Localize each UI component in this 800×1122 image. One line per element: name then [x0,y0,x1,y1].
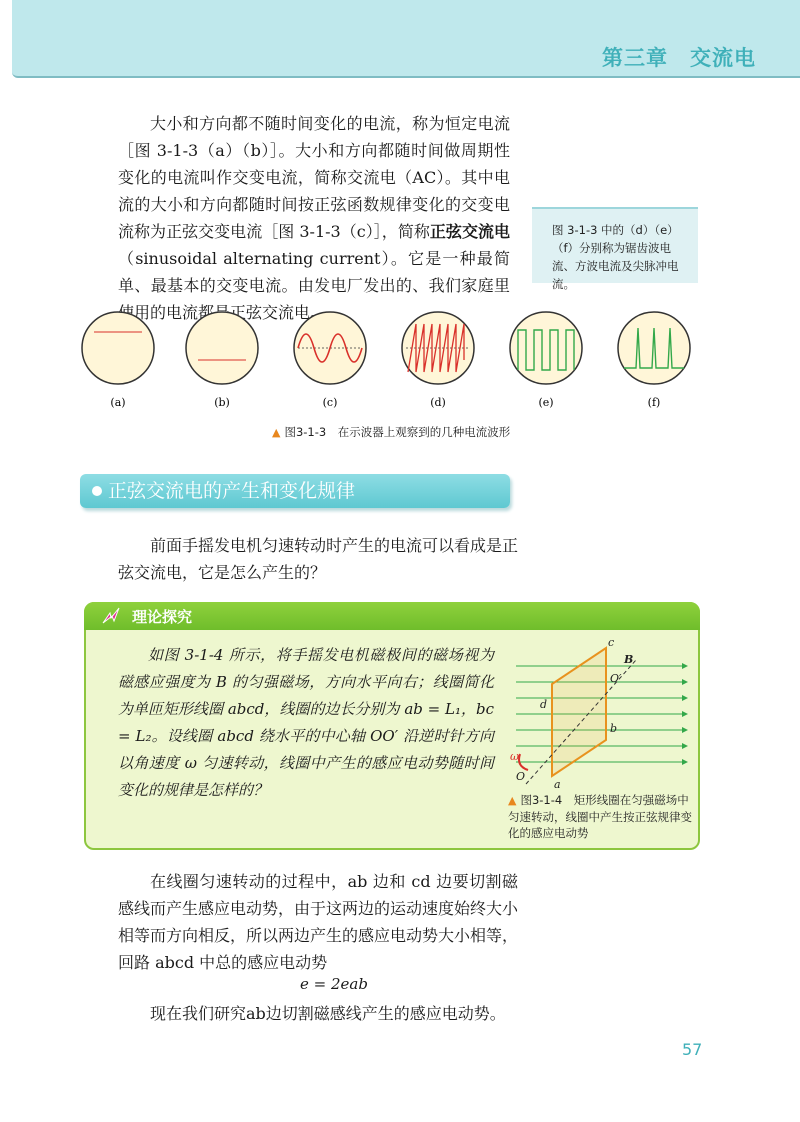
emf-equation: e = 2eab [300,975,368,993]
oscilloscope-waveforms-figure [80,310,700,410]
figure-314-caption [508,792,694,841]
chapter-title: 第三章 交流电 [602,46,756,70]
rotating-coil-figure [506,636,692,792]
bold-term: 正弦交流电 [429,222,510,241]
figure-313-caption-text: 图3-1-3 在示波器上观察到的几种电流波形 [284,425,511,439]
page-number: 57 [682,1040,703,1059]
scope-a [82,312,154,384]
scope-b [186,312,258,384]
theory-explore-text [118,642,494,804]
coil-rectangle [552,648,606,776]
intro-paragraph [118,110,510,326]
label-e: (e) [538,396,554,409]
label-B-field: B [624,653,634,666]
label-b: (b) [214,396,230,409]
label-c-vertex: c [608,636,615,649]
ab-edge-text: 现在我们研究ab边切割磁感线产生的感应电动势。 [150,1004,506,1023]
label-O-axis: O [516,770,526,783]
bullet-dot-icon [92,486,102,496]
section-title: 正弦交流电的产生和变化规律 [108,480,356,502]
theory-explore-title: 理论探究 [132,608,193,626]
question-paragraph [118,532,518,586]
label-f: (f) [647,396,661,409]
label-a-vertex: a [554,778,561,791]
side-note: 图 3-1-3 中的（d）（e）（f）分别称为锯齿波电流、方波电流及尖脉冲电流。 [532,207,698,283]
label-c: (c) [322,396,338,409]
label-O-prime: O′ [610,672,622,685]
intro-text: 大小和方向都不随时间变化的电流，称为恒定电流［图 3-1-3（a）（b）］。大小和方向都随时间做周期性变化的电流叫作交变电流，简称交流电（AC）。其中电流的大小和方向都随时间按正弦函数规律变化的交变电流称为正弦交变电流［图 3-1-3（c）］，简称 [118,114,510,241]
caption-triangle-icon: ▲ [508,794,517,807]
label-d: (d) [430,396,446,409]
cutting-lines-text: 在线圈匀速转动的过程中，ab 边和 cd 边要切割磁感线而产生感应电动势，由于这两边的运动速度始终大小相等而方向相反，所以两边产生的感应电动势大小相等，回路 abcd 中总的感应电动势 [118,872,519,972]
scope-f [618,312,690,384]
caption-triangle-icon: ▲ [272,426,281,439]
label-b-vertex: b [610,722,618,735]
intro-text-after: （sinusoidal alternating current）。它是一种最简单、最基本的交变电流。由发电厂发出的、我们家庭里使用的电流都是正弦交流电。 [118,249,510,322]
lightning-icon [100,605,122,627]
label-omega: ω [510,750,519,763]
label-d-vertex: d [540,698,548,711]
scope-e [510,312,582,384]
ab-edge-paragraph [118,1000,538,1027]
question-text: 前面手摇发电机匀速转动时产生的电流可以看成是正弦交流电，它是怎么产生的？ [118,536,519,582]
label-a: (a) [110,396,126,409]
theory-explore-paragraph: 如图 3-1-4 所示，将手摇发电机磁极间的磁场视为磁感应强度为 B 的匀强磁场，方向水平向右；线圈简化为单匝矩形线圈 abcd，线圈的边长分别为 ab = L₁，bc = L₂。设线圈 abcd 绕水平的中心轴 OO′ 沿逆时针方向以角速度 ω 匀速转动，线圈中产生的感应电动势随时间变化的规律是怎样的？ [118,646,494,799]
scope-c [294,312,366,384]
figure-313-caption [272,424,510,440]
cutting-lines-paragraph [118,868,518,976]
scope-d [402,312,474,384]
figure-314-caption-text: 图3-1-4 矩形线圈在匀强磁场中匀速转动，线圈中产生按正弦规律变化的感应电动势 [508,793,692,840]
